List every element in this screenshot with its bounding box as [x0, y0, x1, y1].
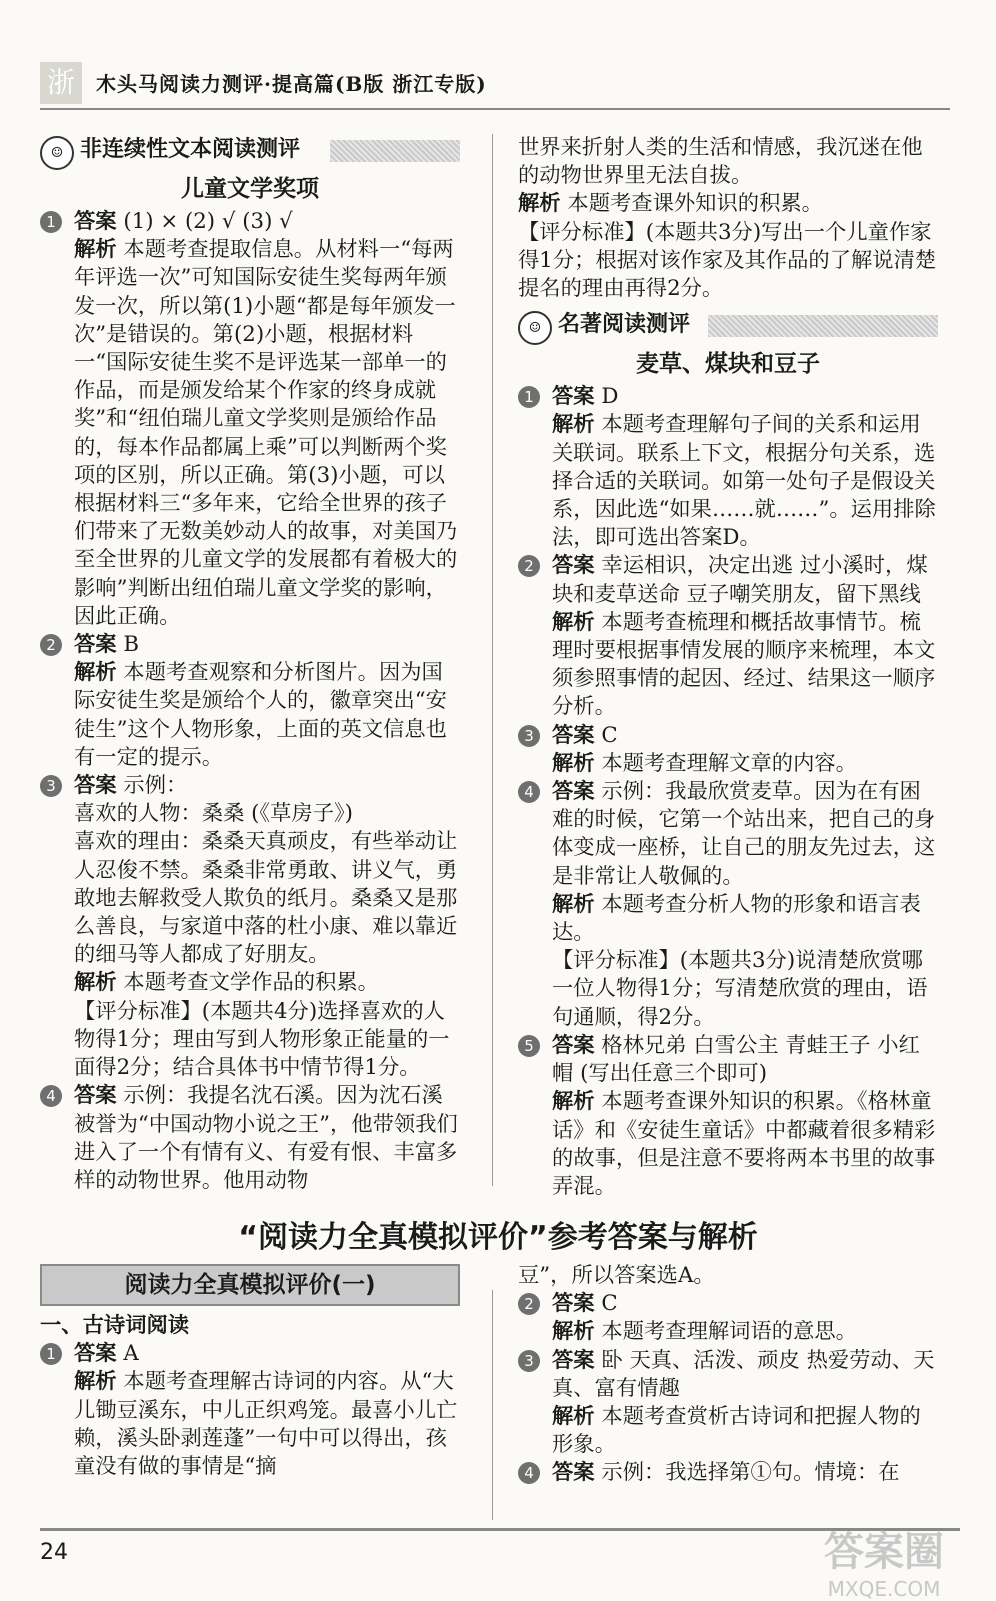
- item-number: 5: [518, 1035, 540, 1057]
- answer-label: 答案: [552, 1032, 595, 1058]
- test-title-box: 阅读力全真模拟评价(一): [40, 1264, 460, 1306]
- answer-item: [518, 1347, 938, 1460]
- analysis-label: 解析: [74, 660, 117, 686]
- item-number: 1: [40, 211, 62, 233]
- answer-item: [40, 208, 460, 631]
- analysis-text: 本题考查分析人物的形象和语言表达。: [552, 891, 921, 946]
- bottom-right-column: [518, 1262, 938, 1488]
- scoring-criteria: 【评分标准】(本题共3分)说清楚欣赏哪一位人物得1分；写清楚欣赏的理由，语句通顺，得2分。: [552, 948, 928, 1030]
- favorite-character: 喜欢的人物：桑桑 (《草房子》): [74, 801, 353, 827]
- answer-text: C: [601, 1291, 618, 1317]
- scoring-criteria: 【评分标准】(本题共3分)写出一个儿童作家得1分；根据对该作家及其作品的了解说清楚提名的理由再得2分。: [518, 219, 937, 302]
- answer-item: [518, 383, 938, 552]
- answer-item: [40, 1340, 460, 1481]
- favorite-reason: 喜欢的理由：桑桑天真顽皮，有些举动让人忍俊不禁。桑桑非常勇敢、讲义气，勇敢地去解救受人欺负的纸月。桑桑又是那么善良，与家道中落的杜小康、难以靠近的细马等人都成了好朋友。: [74, 829, 458, 968]
- item-number: 4: [518, 1462, 540, 1484]
- item-number: 3: [518, 1350, 540, 1372]
- answer-label: 答案: [552, 1347, 595, 1373]
- analysis-text: 本题考查文学作品的积累。: [123, 970, 379, 996]
- analysis-label: 解析: [552, 1404, 595, 1430]
- item-number: 2: [518, 1293, 540, 1315]
- page-header: [40, 62, 950, 110]
- answer-text: 格林兄弟 白雪公主 青蛙王子 小红帽 (写出任意三个即可): [552, 1032, 920, 1087]
- item-number: 1: [518, 386, 540, 408]
- item-number: 2: [40, 634, 62, 656]
- answer-label: 答案: [74, 1341, 117, 1367]
- column-divider: [492, 134, 493, 1186]
- section-header: [518, 309, 938, 345]
- analysis-label: 解析: [552, 412, 595, 438]
- column-divider: [492, 1290, 493, 1520]
- analysis-label: 解析: [552, 750, 595, 776]
- analysis-text: 本题考查课外知识的积累。《格林童话》和《安徒生童话》中都藏着很多精彩的故事，但是注意不要将两本书里的故事弄混。: [552, 1089, 936, 1199]
- analysis-label: 解析: [552, 1089, 595, 1115]
- section-bar: [708, 315, 938, 337]
- answer-item: [518, 778, 938, 1032]
- book-title: 木头马阅读力测评·提高篇(B版 浙江专版): [96, 72, 487, 96]
- answer-item: [40, 1082, 460, 1195]
- answer-label: 答案: [74, 209, 117, 234]
- page-number: 24: [40, 1540, 68, 1565]
- continued-text: 世界来折射人类的生活和情感，我沉迷在他的动物世界里无法自拔。: [518, 135, 923, 189]
- watermark-logo: [800, 1520, 968, 1601]
- analysis-label: 解析: [552, 609, 595, 635]
- item-number: 3: [518, 725, 540, 747]
- answer-text: 幸运相识，决定出逃 过小溪时，煤块和麦草送命 豆子嘲笑朋友，留下黑线: [552, 553, 928, 607]
- answer-text: A: [123, 1341, 139, 1367]
- analysis-text: 本题考查课外知识的积累。: [567, 191, 823, 217]
- answer-text: C: [601, 722, 618, 748]
- watermark-bottom: MXQE.COM: [827, 1577, 941, 1601]
- answer-label: 答案: [74, 773, 117, 799]
- item-number: 4: [518, 781, 540, 803]
- answer-text: 卧 天真、活泼、顽皮 热爱劳动、天真、富有情趣: [552, 1347, 935, 1401]
- province-badge: 浙: [40, 62, 82, 104]
- answer-item: [518, 1032, 938, 1201]
- item-number: 4: [40, 1085, 62, 1107]
- analysis-text: 本题考查观察和分析图片。因为国际安徒生奖是颁给个人的，徽章突出“安徒生”这个人物形象，上面的英文信息也有一定的提示。: [74, 660, 447, 770]
- analysis-text: 本题考查提取信息。从材料一“每两年评选一次”可知国际安徒生奖每两年颁发一次，所以第(1)小题“都是每年颁发一次”是错误的。第(2)小题，根据材料一“国际安徒生奖不是评选某一部单一的作品，而是颁发给某个作家的终身成就奖”和“纽伯瑞儿童文学奖则是颁给作品的，每本作品都属上乘”可以判断两个奖项的区别，所以正确。第(3)小题，可以根据材料三“多年来，它给全世界的孩子们带来了无数美妙动人的故事，对美国乃至全世界的儿童文学的发展都有着极大的影响”判断出纽伯瑞儿童文学奖的影响，因此正确。: [74, 237, 458, 629]
- answer-label: 答案: [74, 632, 117, 658]
- answer-text: 示例：: [123, 773, 188, 799]
- section-title: 名著阅读测评: [558, 312, 691, 338]
- answer-item: [40, 631, 460, 772]
- watermark-top: 答案圈: [824, 1529, 944, 1575]
- answer-text: D: [601, 384, 619, 410]
- section-bar: [330, 140, 460, 162]
- right-column: [518, 134, 938, 1201]
- answer-text: 示例：我最欣赏麦草。因为在有困难的时候，它第一个站出来，把自己的身体变成一座桥，让自己的朋友先过去，这是非常让人敬佩的。: [552, 779, 936, 889]
- continued-text: 豆”，所以答案选A。: [518, 1263, 715, 1288]
- analysis-text: 本题考查赏析古诗词和把握人物的形象。: [552, 1404, 921, 1458]
- analysis-text: 本题考查理解文章的内容。: [601, 750, 857, 776]
- part-title: “阅读力全真模拟评价”参考答案与解析: [238, 1220, 758, 1255]
- analysis-label: 解析: [518, 191, 561, 217]
- answer-item: [40, 772, 460, 1082]
- item-number: 2: [518, 555, 540, 577]
- answer-item: [518, 552, 938, 721]
- analysis-label: 解析: [74, 970, 117, 996]
- answer-text: 示例：我选择第①句。情境：在: [601, 1460, 900, 1486]
- analysis-text: 本题考查梳理和概括故事情节。梳理时要根据事情发展的顺序来梳理，本文须参照事情的起因、经过、结果这一顺序分析。: [552, 609, 936, 720]
- answer-label: 答案: [552, 1460, 595, 1486]
- answer-text: 示例：我提名沈石溪。因为沈石溪被誉为“中国动物小说之王”，他带领我们进入了一个有情有义、有爱有恨、丰富多样的动物世界。他用动物: [74, 1083, 458, 1193]
- bottom-left-column: [40, 1264, 460, 1481]
- analysis-label: 解析: [74, 1369, 117, 1395]
- section-title: 非连续性文本阅读测评: [80, 137, 301, 162]
- answer-label: 答案: [552, 384, 595, 410]
- analysis-label: 解析: [74, 237, 117, 263]
- part-heading: 一、古诗词阅读: [40, 1313, 190, 1338]
- answer-text: B: [123, 632, 140, 658]
- analysis-label: 解析: [552, 1319, 595, 1345]
- section-header: [40, 134, 460, 170]
- item-number: 1: [40, 1343, 62, 1365]
- analysis-text: 本题考查理解句子间的关系和运用关联词。联系上下文，根据分句关系，选择合适的关联词。如第一处句子是假设关系，因此选“如果……就……”。运用排除法，即可选出答案D。: [552, 412, 936, 551]
- reader-icon: ☺: [518, 311, 552, 345]
- analysis-text: 本题考查理解古诗词的内容。从“大儿锄豆溪东，中儿正织鸡笼。最喜小儿亡赖，溪头卧剥莲蓬”一句中可以得出，孩童没有做的事情是“摘: [74, 1369, 458, 1480]
- answer-item: [518, 1290, 938, 1346]
- answer-label: 答案: [552, 779, 595, 805]
- answer-label: 答案: [74, 1083, 117, 1109]
- answer-label: 答案: [552, 1291, 595, 1317]
- answer-item: [518, 722, 938, 778]
- item-number: 3: [40, 775, 62, 797]
- answer-label: 答案: [552, 722, 595, 748]
- answer-label: 答案: [552, 553, 595, 579]
- scoring-criteria: 【评分标准】(本题共4分)选择喜欢的人物得1分；理由写到人物形象正能量的一面得2分；结合具体书中情节得1分。: [74, 998, 450, 1081]
- subsection-title: 儿童文学奖项: [181, 176, 319, 202]
- answer-text: (1) × (2) √ (3) √: [123, 209, 293, 234]
- answer-item: [518, 1459, 938, 1487]
- left-column: [40, 134, 460, 1195]
- analysis-label: 解析: [552, 891, 595, 917]
- subsection-title: 麦草、煤块和豆子: [636, 351, 820, 378]
- reader-icon: ☺: [40, 136, 74, 170]
- analysis-text: 本题考查理解词语的意思。: [601, 1319, 857, 1345]
